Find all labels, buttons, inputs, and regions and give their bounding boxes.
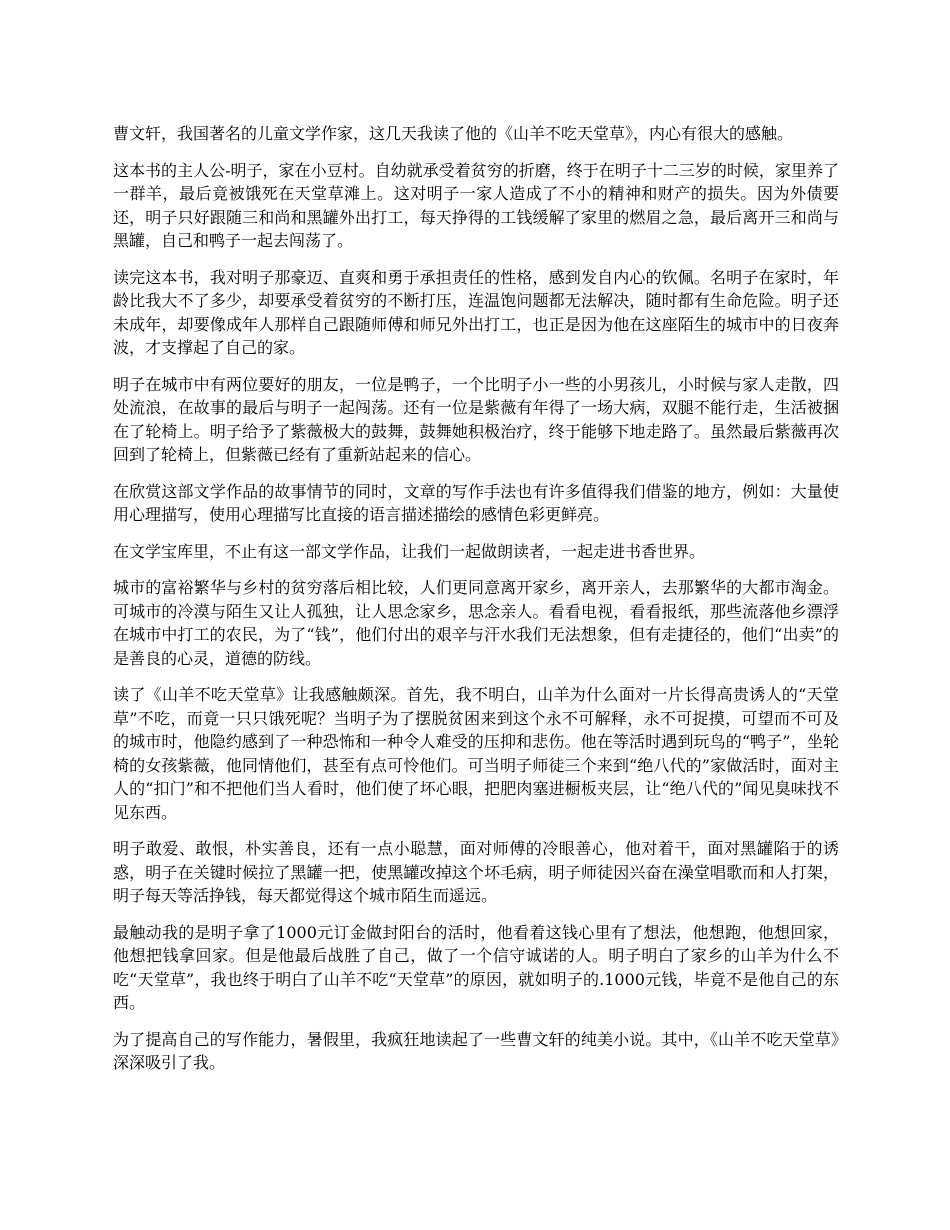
paragraph-1: 曹文轩，我国著名的儿童文学作家，这几天我读了他的《山羊不吃天堂草》，内心有很大的感触。 <box>113 124 794 143</box>
paragraph-3: 读完这本书，我对明子那豪迈、直爽和勇于承担责任的性格，感到发自内心的钦佩。名明子在家时，年龄比我大不了多少，却要承受着贫穷的不断打压，连温饱问题都无法解决，随时都有生命危险。明子还未成年，却要像成年人那样自己跟随师傅和师兄外出打工，也正是因为他在这座陌生的城市中的日夜奔波，才支撑起了自己的家。 <box>113 267 839 357</box>
paragraph-8: 读了《山羊不吃天堂草》让我感触颇深。首先，我不明白，山羊为什么面对一片长得高贵诱人的“天堂草”不吃，而竟一只只饿死呢？当明子为了摆脱贫困来到这个永不可解释，永不可捉摸，可望而不可及的城市时，他隐约感到了一种恐怖和一种令人难受的压抑和悲伤。他在等活时遇到玩鸟的“鸭子”，坐轮椅的女孩紫薇，他同情他们，甚至有点可怜他们。可当明子师徒三个来到“绝八代的”家做活时，面对主人的“扣门”和不把他们当人看时，他们使了坏心眼，把肥肉塞进橱板夹层，让“绝八代的”闻见臭味找不见东西。 <box>113 685 839 822</box>
paragraph-4: 明子在城市中有两位要好的朋友，一位是鸭子，一个比明子小一些的小男孩儿，小时候与家人走散，四处流浪，在故事的最后与明子一起闯荡。还有一位是紫薇有年得了一场大病，双腿不能行走，生活被捆在了轮椅上。明子给予了紫薇极大的鼓舞，鼓舞她积极治疗，终于能够下地走路了。虽然最后紫薇再次回到了轮椅上，但紫薇已经有了重新站起来的信心。 <box>113 374 839 464</box>
paragraph-10: 最触动我的是明子拿了1000元订金做封阳台的活时，他看着这钱心里有了想法，他想跑，他想回家，他想把钱拿回家。但是他最后战胜了自己，做了一个信守诚诺的人。明子明白了家乡的山羊为什么不吃“天堂草”，我也终于明白了山羊不吃“天堂草”的原因，就如明子的.1000元钱，毕竟不是他自己的东西。 <box>113 922 839 1012</box>
paragraph-9: 明子敢爱、敢恨，朴实善良，还有一点小聪慧，面对师傅的冷眼善心，他对着干，面对黑罐陷于的诱惑，明子在关键时候拉了黑罐一把，使黑罐改掉这个坏毛病，明子师徒因兴奋在澡堂唱歌而和人打架，明子每天等活挣钱，每天都觉得这个城市陌生而遥远。 <box>113 839 839 905</box>
paragraph-11: 为了提高自己的写作能力，暑假里，我疯狂地读起了一些曹文轩的纯美小说。其中，《山羊不吃天堂草》深深吸引了我。 <box>113 1029 839 1072</box>
paragraph-5: 在欣赏这部文学作品的故事情节的同时，文章的写作手法也有许多值得我们借鉴的地方，例如：大量使用心理描写，使用心理描写比直接的语言描述描绘的感情色彩更鲜亮。 <box>113 481 839 524</box>
paragraph-7: 城市的富裕繁华与乡村的贫穷落后相比较，人们更同意离开家乡，离开亲人，去那繁华的大都市淘金。可城市的冷漠与陌生又让人孤独，让人思念家乡，思念亲人。看看电视，看看报纸，那些流落他乡漂浮在城市中打工的农民，为了“钱”，他们付出的艰辛与汗水我们无法想象，但有走捷径的，他们“出卖”的是善良的心灵，道德的防线。 <box>113 578 839 668</box>
document-body <box>113 122 839 1088</box>
paragraph-2: 这本书的主人公-明子，家在小豆村。自幼就承受着贫穷的折磨，终于在明子十二三岁的时候，家里养了一群羊，最后竟被饿死在天堂草滩上。这对明子一家人造成了不小的精神和财产的损失。因为外债要还，明子只好跟随三和尚和黑罐外出打工，每天挣得的工钱缓解了家里的燃眉之急，最后离开三和尚与黑罐，自己和鸭子一起去闯荡了。 <box>113 160 839 250</box>
paragraph-6: 在文学宝库里，不止有这一部文学作品，让我们一起做朗读者，一起走进书香世界。 <box>113 541 706 561</box>
